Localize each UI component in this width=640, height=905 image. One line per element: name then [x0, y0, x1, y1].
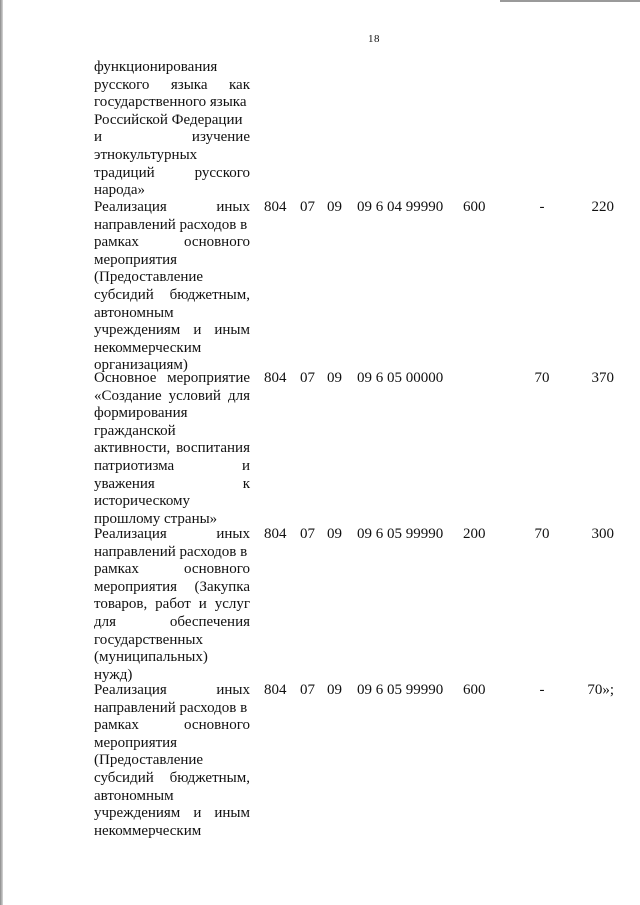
section-code: 07 [300, 199, 315, 215]
description-line: Реализация иных [94, 682, 250, 698]
description-line: для обеспечения [94, 613, 250, 630]
description-line: историческому [94, 493, 191, 510]
description-line: патриотизма и [94, 457, 250, 474]
expense-type-code: 200 [463, 526, 486, 542]
description-line: Основное мероприятие [94, 370, 250, 386]
row-description [94, 526, 250, 684]
amount-change: 70 [534, 370, 550, 386]
description-line: субсидий бюджетным, [94, 286, 250, 303]
description-line: активности, воспитания [94, 440, 250, 457]
row-description [94, 199, 250, 375]
description-line: (Предоставление [94, 752, 204, 769]
section-code: 07 [300, 370, 315, 386]
row-description [94, 59, 250, 200]
target-article-code: 09 6 05 99990 [357, 682, 444, 698]
description-line: государственных [94, 631, 203, 648]
amount-change: - [539, 199, 545, 215]
description-line: автономным [94, 304, 174, 321]
target-article-code: 09 6 05 99990 [357, 526, 444, 542]
description-line: Реализация иных [94, 526, 250, 542]
description-line: гражданской [94, 422, 176, 439]
description-line: учреждениям и иным [94, 805, 250, 822]
ved-code: 804 [264, 526, 287, 542]
expense-type-code: 600 [463, 682, 486, 698]
description-line: товаров, работ и услуг [94, 596, 250, 613]
ved-code: 804 [264, 370, 287, 386]
description-line: этнокультурных [94, 146, 198, 163]
amount-total: 70»; [587, 682, 614, 698]
description-line: некоммерческим [94, 339, 202, 356]
description-line: народа» [94, 182, 146, 199]
description-line: автономным [94, 787, 174, 804]
row-description [94, 682, 250, 840]
description-line: организациям) [94, 357, 188, 374]
description-line: направлений расходов в [94, 543, 248, 560]
target-article-code: 09 6 04 99990 [357, 199, 444, 215]
description-line: (муниципальных) [94, 649, 208, 666]
description-line: направлений расходов в [94, 216, 248, 233]
description-line: рамках основного [94, 234, 250, 251]
subsection-code: 09 [327, 682, 342, 698]
amount-total: 220 [591, 199, 614, 215]
description-line: государственного языка [94, 94, 247, 111]
page-number: 18 [368, 33, 380, 45]
description-line: функционирования [94, 59, 218, 75]
description-line: нужд) [94, 666, 133, 683]
description-line: мероприятия (Закупка [94, 578, 250, 595]
description-line: прошлому страны» [94, 510, 218, 527]
description-line: формирования [94, 405, 188, 422]
description-line: и изучение [94, 129, 250, 146]
subsection-code: 09 [327, 199, 342, 215]
amount-total: 370 [591, 370, 614, 386]
row-description [94, 370, 250, 528]
description-line: учреждениям и иным [94, 322, 250, 339]
description-line: (Предоставление [94, 269, 204, 286]
expense-type-code: 600 [463, 199, 486, 215]
amount-change: - [539, 682, 545, 698]
description-line: некоммерческим [94, 822, 202, 839]
subsection-code: 09 [327, 370, 342, 386]
description-line: Российской Федерации [94, 111, 243, 128]
ved-code: 804 [264, 682, 287, 698]
ved-code: 804 [264, 199, 287, 215]
subsection-code: 09 [327, 526, 342, 542]
description-line: мероприятия [94, 734, 178, 751]
description-line: направлений расходов в [94, 699, 248, 716]
description-line: субсидий бюджетным, [94, 769, 250, 786]
amount-change: 70 [534, 526, 550, 542]
description-line: «Создание условий для [94, 387, 250, 404]
section-code: 07 [300, 526, 315, 542]
description-line: Реализация иных [94, 199, 250, 215]
section-code: 07 [300, 682, 315, 698]
description-line: рамках основного [94, 717, 250, 734]
description-line: мероприятия [94, 251, 178, 268]
description-line: рамках основного [94, 561, 250, 578]
description-line: уважения к [94, 475, 250, 492]
target-article-code: 09 6 05 00000 [357, 370, 444, 386]
description-line: традиций русского [94, 164, 250, 181]
amount-total: 300 [591, 526, 614, 542]
description-line: русского языка как [94, 76, 250, 93]
